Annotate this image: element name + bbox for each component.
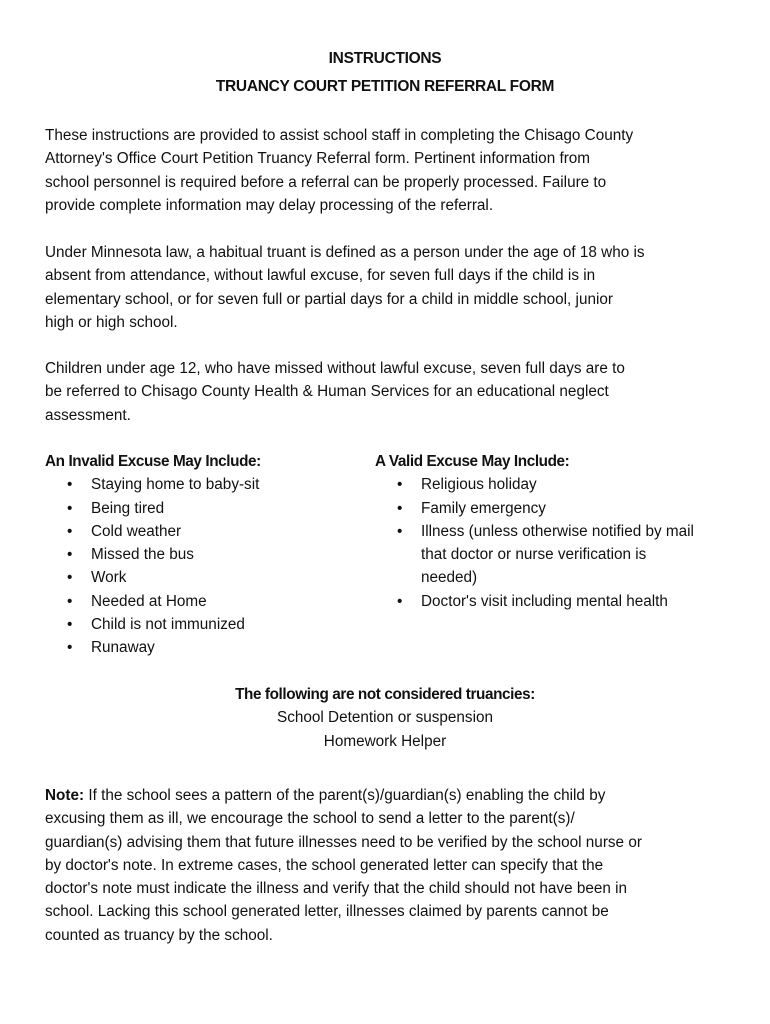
- list-item: • Missed the bus: [45, 543, 365, 566]
- document-subtitle: TRUANCY COURT PETITION REFERRAL FORM: [215, 78, 555, 95]
- list-item: • Staying home to baby-sit: [45, 473, 365, 496]
- invalid-excuse-list: [45, 450, 365, 660]
- list-item: • Cold weather: [45, 520, 365, 543]
- law-paragraph: [45, 241, 745, 334]
- list-item: • Being tired: [45, 497, 365, 520]
- text-line: If the school sees a pattern of the parent(s)/guardian(s) enabling the child by: [84, 787, 606, 804]
- text-line: be referred to Chisago County Health & Human Services for an educational neglect: [45, 383, 609, 401]
- text-line: These instructions are provided to assist school staff in completing the Chisago County: [45, 127, 634, 144]
- list-item: • Work: [45, 566, 365, 589]
- list-item: • Runaway: [45, 636, 365, 659]
- valid-excuse-heading: A Valid Excuse May Include:: [375, 453, 570, 470]
- text-line: provide complete information may delay processing of the referral.: [45, 196, 494, 214]
- text-line: high or high school.: [45, 313, 178, 331]
- document-title: INSTRUCTIONS: [328, 50, 442, 67]
- not-truancy-item: Homework Helper: [323, 733, 447, 750]
- list-item: • Child is not immunized: [45, 613, 365, 636]
- list-item: • Doctor's visit including mental health: [375, 590, 745, 613]
- list-item-continued: that doctor or nurse verification is: [421, 546, 647, 564]
- list-item-continued: needed): [421, 569, 478, 587]
- text-line: school. Lacking this school generated letter, illnesses claimed by parents cannot be: [45, 903, 609, 921]
- list-item: • Illness (unless otherwise notified by mail: [375, 520, 745, 543]
- text-line: counted as truancy by the school.: [45, 926, 273, 944]
- note-paragraph: [45, 784, 745, 947]
- text-line: guardian(s) advising them that future illnesses need to be verified by the school nurse or: [45, 833, 642, 851]
- invalid-excuse-heading: An Invalid Excuse May Include:: [45, 453, 261, 470]
- text-line: excusing them as ill, we encourage the school to send a letter to the parent(s)/: [45, 810, 575, 828]
- text-line: absent from attendance, without lawful excuse, for seven full days if the child is in: [45, 267, 596, 285]
- text-line: assessment.: [45, 406, 131, 424]
- text-line: Attorney's Office Court Petition Truancy Referral form. Pertinent information from: [45, 150, 591, 168]
- text-line: elementary school, or for seven full or partial days for a child in middle school, junior: [45, 290, 613, 308]
- text-line: school personnel is required before a referral can be properly processed. Failure to: [45, 173, 607, 191]
- text-line: Children under age 12, who have missed without lawful excuse, seven full days are to: [45, 360, 625, 377]
- text-line: by doctor's note. In extreme cases, the school generated letter can specify that the: [45, 856, 604, 874]
- list-item: • Family emergency: [375, 497, 745, 520]
- children-paragraph: [45, 357, 745, 427]
- text-line: Under Minnesota law, a habitual truant is defined as a person under the age of 18 who is: [45, 244, 645, 261]
- not-truancies-heading: The following are not considered truancies:: [235, 686, 535, 703]
- not-truancy-item: School Detention or suspension: [277, 709, 493, 726]
- list-item: • Needed at Home: [45, 590, 365, 613]
- valid-excuse-list: [375, 450, 745, 613]
- list-item: • Religious holiday: [375, 473, 745, 496]
- text-line: doctor's note must indicate the illness and verify that the child should not have been in: [45, 880, 628, 898]
- intro-paragraph: [45, 124, 745, 217]
- note-label: Note:: [45, 787, 85, 804]
